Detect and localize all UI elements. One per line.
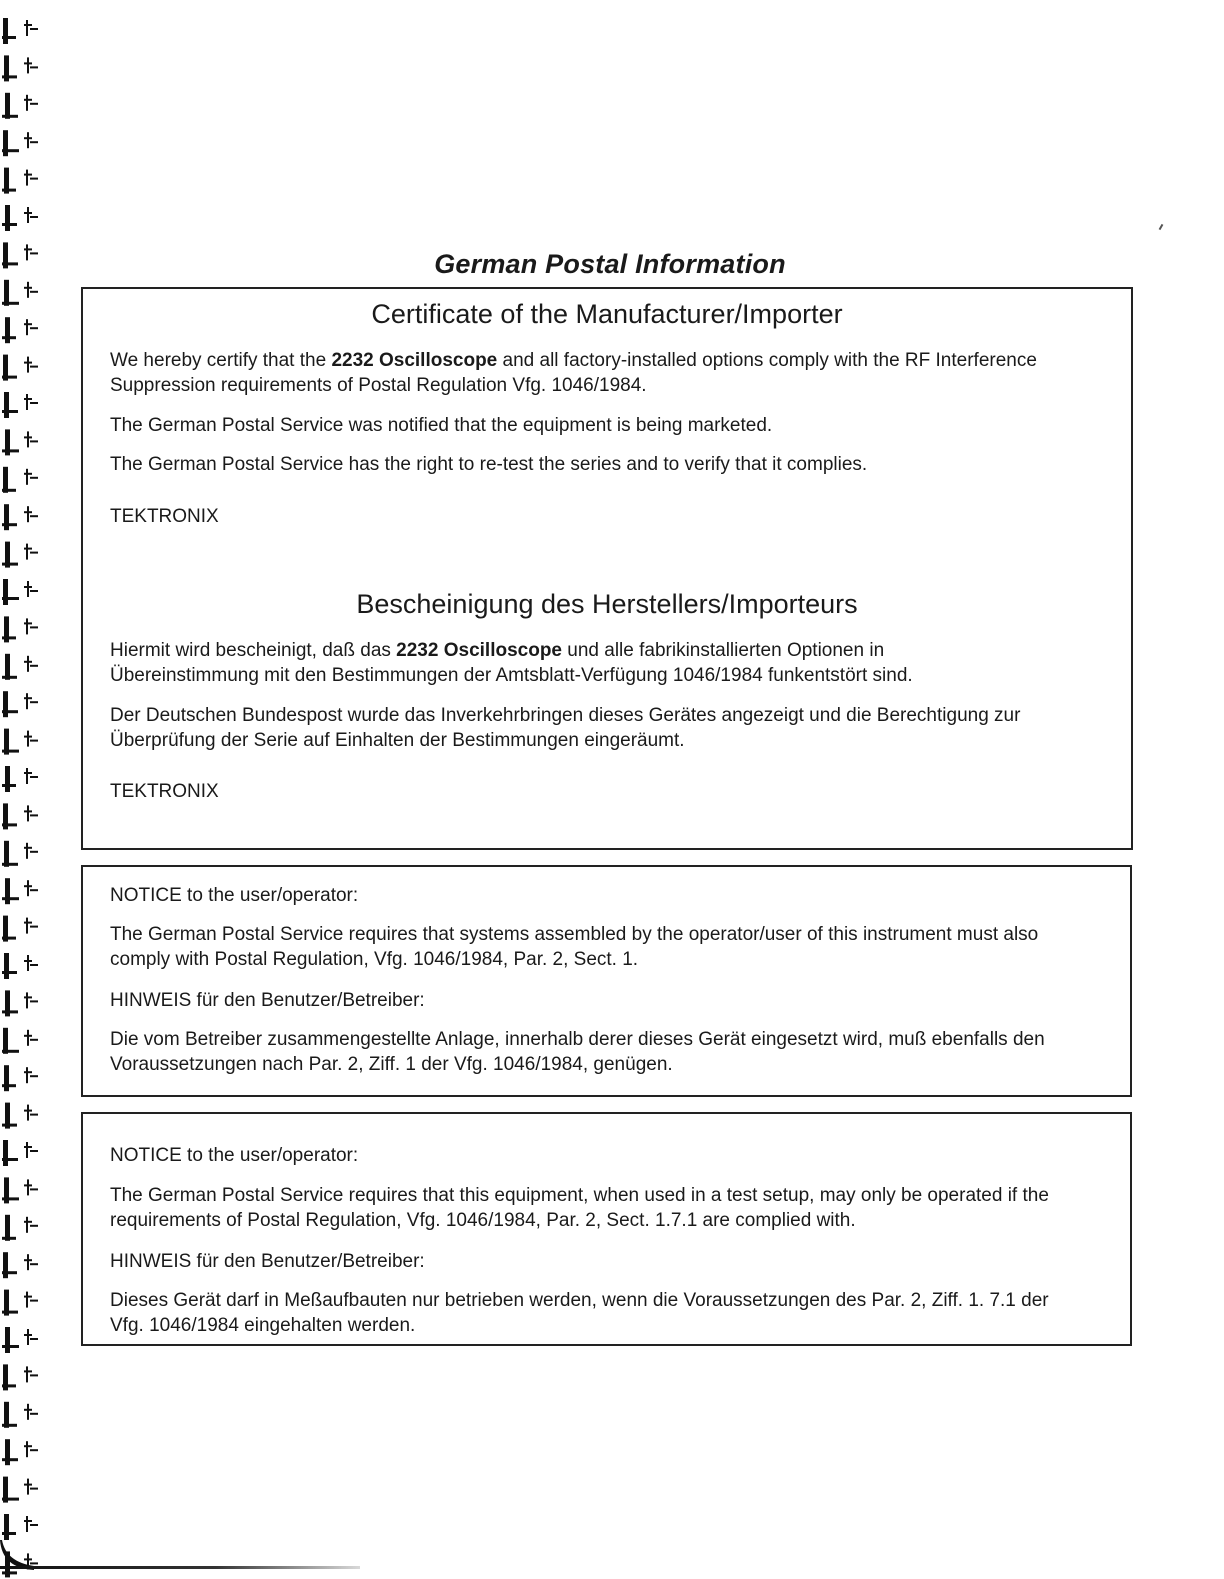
notice1-de-heading: HINWEIS für den Benutzer/Betreiber: <box>110 990 425 1011</box>
binding-stroke-secondary <box>26 394 28 410</box>
binding-tick <box>2 1311 18 1314</box>
certificate-de-product-name: 2232 Oscilloscope <box>396 640 562 661</box>
binding-stroke-secondary <box>26 992 28 1008</box>
binding-marks <box>0 0 44 1579</box>
binding-tick <box>2 784 16 787</box>
binding-stroke-secondary <box>26 20 28 36</box>
binding-stroke <box>3 579 8 605</box>
binding-tick <box>2 1571 17 1574</box>
binding-tick <box>2 1237 16 1240</box>
binding-tick <box>2 410 18 413</box>
binding-stroke-secondary <box>27 955 29 971</box>
certificate-de-heading: Bescheinigung des Herstellers/Importeurs <box>356 589 858 619</box>
binding-dash <box>30 366 38 368</box>
certificate-box <box>81 287 1133 850</box>
binding-dash <box>30 701 38 703</box>
certificate-en-paragraph-2: The German Postal Service was notified that the equipment is being marketed. <box>110 415 773 436</box>
certificate-de-paragraph-1 <box>110 638 950 688</box>
binding-dash <box>30 889 38 891</box>
binding-dash <box>30 1300 38 1302</box>
binding-stroke <box>4 953 9 979</box>
binding-tick <box>2 36 16 39</box>
binding-stroke-secondary <box>26 95 28 111</box>
binding-stroke <box>4 504 9 530</box>
binding-stroke-secondary <box>27 731 29 747</box>
binding-tick <box>2 563 18 566</box>
binding-tick <box>2 1158 18 1161</box>
binding-stroke-secondary <box>26 1217 28 1233</box>
notice2-en-heading: NOTICE to the user/operator: <box>110 1145 359 1166</box>
binding-stroke-secondary <box>26 918 28 934</box>
binding-tick <box>2 75 17 78</box>
page-title: German Postal Information <box>434 249 786 279</box>
binding-stroke-secondary <box>27 357 29 373</box>
binding-tick <box>2 189 16 192</box>
binding-tick <box>2 149 19 152</box>
binding-dash <box>30 552 38 554</box>
notice1-de-text: Die vom Betreiber zusammengestellte Anlage, innerhalb derer dieses Gerät eingesetzt wird, muß ebenfalls den Voraussetzungen nach Par. 2, Ziff. 1 der Vfg. 1046/1984, genügen. <box>110 1029 1045 1075</box>
binding-tick <box>2 676 17 679</box>
binding-stroke-secondary <box>27 1404 29 1420</box>
binding-tick <box>2 1458 18 1461</box>
certificate-en-p1-suffix: and all factory-installed options comply with the RF Interference Suppression requirements of Postal Regulation Vfg. 1046/1984. <box>110 350 1037 396</box>
binding-tick <box>2 223 17 226</box>
binding-tick <box>2 710 18 713</box>
binding-dash <box>30 327 38 329</box>
binding-stroke-secondary <box>27 1329 29 1345</box>
binding-stroke <box>4 392 9 418</box>
binding-stroke <box>3 691 8 717</box>
binding-dash <box>30 28 38 30</box>
binding-tick <box>2 489 16 492</box>
binding-dash <box>30 851 38 853</box>
binding-stroke-secondary <box>26 768 28 784</box>
binding-stroke-secondary <box>26 170 28 186</box>
binding-stroke-secondary <box>27 581 29 597</box>
binding-tick <box>2 971 17 974</box>
binding-stroke-secondary <box>27 282 29 298</box>
binding-stroke-secondary <box>27 57 29 73</box>
certificate-de-p1-suffix: und alle fabrikinstallierten Optionen in Übereinstimmung mit den Bestimmungen der Amtsblatt-Verfügung 1046/1984 funkentstört sind. <box>110 640 913 686</box>
binding-dash <box>30 626 38 628</box>
notice-box-1 <box>81 865 1132 1097</box>
binding-stroke-secondary <box>26 1292 28 1308</box>
binding-dash <box>30 178 38 180</box>
certificate-en-p1-prefix: We hereby certify that the <box>110 350 332 371</box>
binding-dash <box>30 141 38 143</box>
certificate-en-paragraph-1 <box>110 348 1100 398</box>
binding-tick <box>2 1498 19 1501</box>
binding-dash <box>30 1449 38 1451</box>
stray-mark <box>1159 224 1164 230</box>
binding-tick <box>2 1424 17 1427</box>
binding-tick <box>2 336 16 339</box>
binding-stroke <box>3 1140 8 1166</box>
page-bottom-edge <box>0 1566 360 1569</box>
binding-dash <box>30 1524 38 1526</box>
binding-tick <box>2 863 18 866</box>
notice2-en-text: The German Postal Service requires that this equipment, when used in a test setup, may only be operated if the requirements of Postal Regulation, Vfg. 1046/1984, Par. 2, Sect. 1.7.1 are complied with. <box>110 1185 1049 1231</box>
binding-stroke-secondary <box>26 1067 28 1083</box>
binding-stroke <box>5 1327 10 1353</box>
binding-dash <box>30 926 38 928</box>
binding-tick <box>2 1271 17 1274</box>
certificate-en-product-name: 2232 Oscilloscope <box>331 350 498 371</box>
binding-stroke <box>5 766 10 792</box>
binding-stroke-secondary <box>26 843 28 859</box>
binding-dash <box>30 291 38 293</box>
binding-dash <box>30 1188 38 1190</box>
binding-tick <box>2 1050 19 1053</box>
binding-tick <box>2 750 19 753</box>
certificate-de-signature: TEKTRONIX <box>110 781 219 802</box>
binding-stroke-secondary <box>26 693 28 709</box>
binding-stroke-secondary <box>26 618 28 634</box>
binding-stroke <box>3 130 8 156</box>
binding-tick <box>2 302 19 305</box>
binding-stroke-secondary <box>27 207 29 223</box>
binding-dash <box>30 402 38 404</box>
binding-stroke-secondary <box>27 132 29 148</box>
certificate-en-signature: TEKTRONIX <box>110 506 219 527</box>
binding-stroke-secondary <box>26 1366 28 1382</box>
binding-tick <box>2 1384 16 1387</box>
binding-dash <box>30 103 38 105</box>
binding-dash <box>30 1488 38 1490</box>
notice2-de-heading: HINWEIS für den Benutzer/Betreiber: <box>110 1251 425 1272</box>
binding-tick <box>2 376 17 379</box>
binding-stroke-secondary <box>27 805 29 821</box>
binding-tick <box>2 1345 19 1348</box>
certificate-de-p1-prefix: Hiermit wird bescheinigt, daß das <box>110 640 397 661</box>
binding-tick <box>2 1010 18 1013</box>
binding-stroke <box>5 205 10 231</box>
binding-dash <box>30 1338 38 1340</box>
binding-stroke-secondary <box>27 880 29 896</box>
binding-stroke-secondary <box>26 544 28 560</box>
binding-dash <box>30 740 38 742</box>
binding-stroke <box>3 1252 8 1278</box>
binding-dash <box>30 440 38 442</box>
binding-tick <box>2 937 16 940</box>
notice1-en-text: The German Postal Service requires that systems assembled by the operator/user of this instrument must also comply with Postal Regulation, Vfg. 1046/1984, Par. 2, Sect. 1. <box>110 924 1039 970</box>
binding-dash <box>30 1225 38 1227</box>
binding-tick <box>2 115 18 118</box>
binding-stroke-secondary <box>27 1105 29 1121</box>
binding-stroke-secondary <box>26 319 28 335</box>
binding-stroke <box>3 18 8 44</box>
binding-dash <box>30 665 38 667</box>
binding-tick <box>2 636 16 639</box>
binding-dash <box>30 776 38 778</box>
binding-stroke-secondary <box>27 1254 29 1270</box>
binding-stroke <box>5 317 10 343</box>
binding-dash <box>30 1150 38 1152</box>
binding-tick <box>2 823 17 826</box>
binding-dash <box>30 964 38 966</box>
binding-dash <box>30 1000 38 1002</box>
binding-tick <box>2 597 19 600</box>
binding-dash <box>30 66 38 68</box>
certificate-en-heading: Certificate of the Manufacturer/Importer <box>371 299 843 329</box>
binding-stroke-secondary <box>26 1441 28 1457</box>
binding-dash <box>30 1263 38 1265</box>
binding-stroke <box>5 878 10 904</box>
binding-stroke-secondary <box>27 431 29 447</box>
binding-stroke <box>4 1065 9 1091</box>
certificate-en-paragraph-3: The German Postal Service has the right to re-test the series and to verify that it complies. <box>110 454 868 475</box>
binding-dash <box>30 1374 38 1376</box>
binding-stroke-secondary <box>27 1179 29 1195</box>
binding-dash <box>30 590 38 592</box>
notice2-de-text: Dieses Gerät darf in Meßaufbauten nur betrieben werden, wenn die Voraussetzungen des Par. 2, Ziff. 1. 7.1 der Vfg. 1046/1984 eingehalten werden. <box>110 1290 1049 1336</box>
binding-stroke <box>5 1439 10 1465</box>
binding-dash <box>30 1075 38 1077</box>
binding-stroke-secondary <box>26 1142 28 1158</box>
binding-stroke-secondary <box>26 1516 28 1532</box>
binding-stroke <box>4 1514 9 1540</box>
binding-tick <box>2 449 19 452</box>
binding-tick <box>2 897 19 900</box>
notice1-en-heading: NOTICE to the user/operator: <box>110 885 359 906</box>
binding-stroke-secondary <box>26 469 28 485</box>
binding-dash <box>30 216 38 218</box>
binding-dash <box>30 1114 38 1116</box>
binding-tick <box>2 1124 17 1127</box>
binding-stroke-secondary <box>27 1479 29 1495</box>
binding-dash <box>30 814 38 816</box>
binding-dash <box>30 1039 38 1041</box>
binding-dash <box>30 1413 38 1415</box>
certificate-de-paragraph-2: Der Deutschen Bundespost wurde das Inverkehrbringen dieses Gerätes angezeigt und die Berechtigung zur Überprüfung der Serie auf Einhalten der Bestimmungen eingeräumt. <box>110 705 1021 751</box>
binding-dash <box>30 1562 38 1564</box>
notice-box-2 <box>81 1112 1132 1346</box>
binding-stroke-secondary <box>27 506 29 522</box>
binding-tick <box>2 1084 16 1087</box>
binding-tick <box>2 1532 16 1535</box>
binding-dash <box>30 477 38 479</box>
binding-stroke-secondary <box>27 1030 29 1046</box>
binding-dash <box>30 515 38 517</box>
binding-stroke-secondary <box>27 656 29 672</box>
binding-tick <box>2 1197 19 1200</box>
binding-tick <box>2 523 17 526</box>
